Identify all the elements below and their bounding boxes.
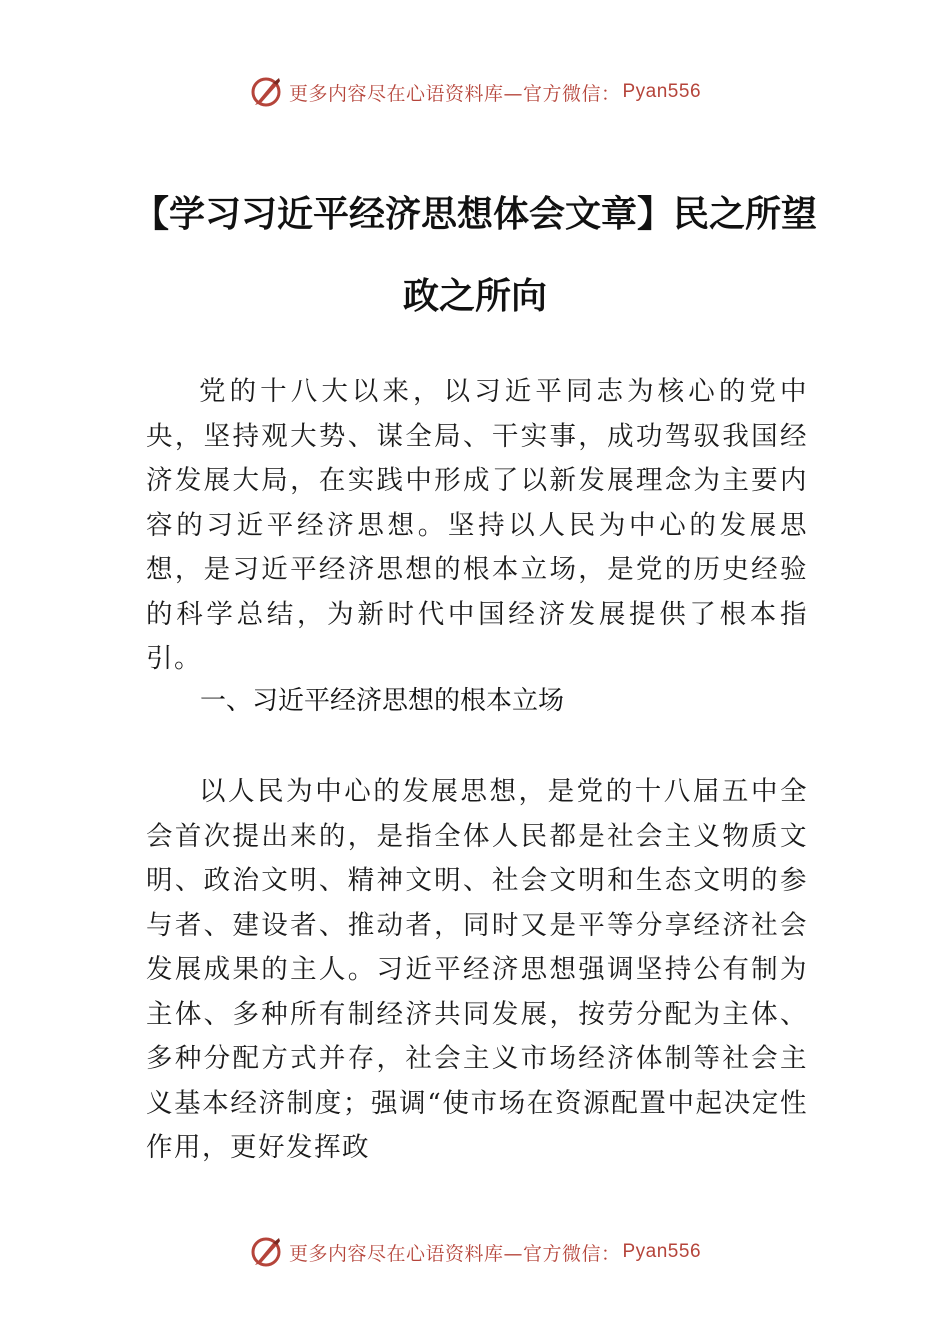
quill-pen-circle-icon — [249, 75, 283, 109]
wechat-id: Pyan556 — [622, 1241, 702, 1262]
paragraph-2: 以人民为中心的发展思想，是党的十八届五中全会首次提出来的，是指全体人民都是社会主义物质文明、政治文明、精神文明、社会文明和生态文明的参与者、建设者、推动者，同时又是平等分享经济社会发展成果的主人。习近平经济思想强调坚持公有制为主体、多种所有制经济共同发展，按劳分配为主体、多种分配方式并存，社会主义市场经济体制等社会主义基本经济制度；强调“使市场在资源配置中起决定性作用，更好发挥政 — [146, 776, 808, 1163]
banner-text: 更多内容尽在心语资料库—官方微信： — [288, 1242, 621, 1265]
document-title: 【学习习近平经济思想体会文章】民之所望政之所向 — [132, 194, 817, 318]
banner-text: 更多内容尽在心语资料库—官方微信： — [288, 82, 621, 105]
header-banner — [0, 72, 950, 112]
section-heading-1: 一、习近平经济思想的根本立场 — [200, 686, 565, 716]
wechat-id: Pyan556 — [622, 81, 702, 102]
quill-pen-circle-icon — [249, 1235, 283, 1269]
footer-banner — [0, 1232, 950, 1272]
paragraph-1: 党的十八大以来，以习近平同志为核心的党中央，坚持观大势、谋全局、干实事，成功驾驭我国经济发展大局，在实践中形成了以新发展理念为主要内容的习近平经济思想。坚持以人民为中心的发展思想，是习近平经济思想的根本立场，是党的历史经验的科学总结，为新时代中国经济发展提供了根本指引。 — [146, 376, 808, 674]
